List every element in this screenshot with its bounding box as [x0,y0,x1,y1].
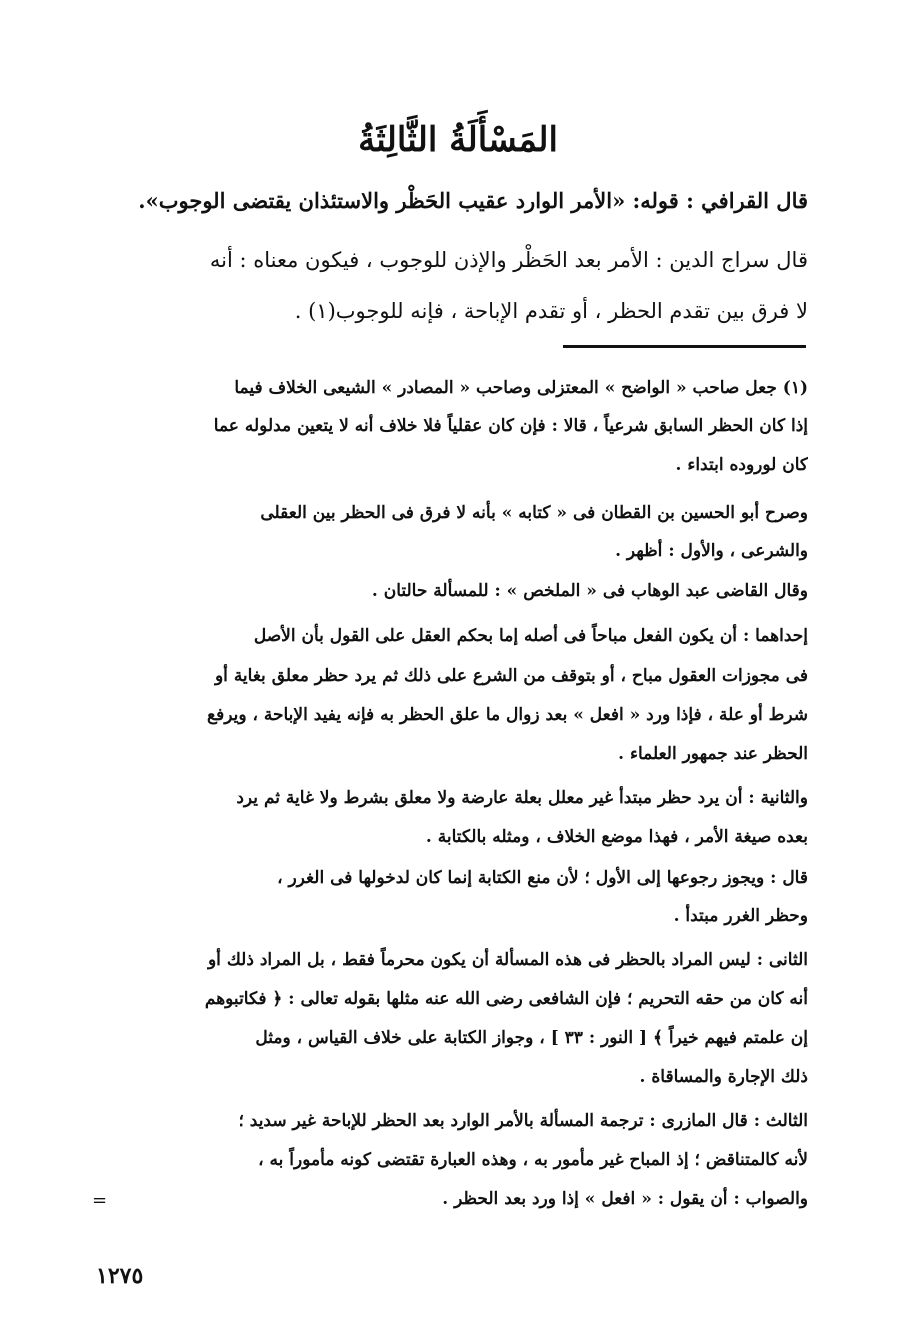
footnote-line: ذلك الإجارة والمساقاة . [639,1067,808,1087]
footnote-line: لأنه كالمتناقض ؛ إذ المباح غير مأمور به ، وهذه العبارة تقتضى كونه مأموراً به ، [258,1150,808,1170]
footnote-line: أنه كان من حقه التحريم ؛ فإن الشافعى رضى الله عنه مثلها بقوله تعالى : ﴿ فكاتبوهم [204,989,808,1009]
footnote-line: الثانى : ليس المراد بالحظر فى هذه المسألة أن يكون محرماً فقط ، بل المراد ذلك أو [207,950,808,970]
footnote-line: قال : ويجوز رجوعها إلى الأول ؛ لأن منع الكتابة إنما كان لدخولها فى الغرر ، [277,868,808,888]
siraj-line-1: قال سراج الدين : الأمر بعد الحَظْر والإذن للوجوب ، فيكون معناه : أنه [209,248,808,272]
footnote-line: فى مجوزات العقول مباح ، أو بتوقف من الشرع على ذلك ثم يرد حظر معلق بغاية أو [214,666,808,686]
footnote-line: الثالث : قال المازرى : ترجمة المسألة بالأمر الوارد بعد الحظر للإباحة غير سديد ؛ [238,1111,808,1131]
footnote-line: وقال القاضى عبد الوهاب فى « الملخص » : للمسألة حالتان . [371,581,808,601]
footnote-line: شرط أو علة ، فإذا ورد « افعل » بعد زوال ما علق الحظر به فإنه يفيد الإباحة ، ويرفع [207,705,808,725]
footnote-line: والشرعى ، والأول : أظهر . [615,541,808,561]
page-number: ١٢٧٥ [96,1263,144,1289]
footnote-line: بعده صيغة الأمر ، فهذا موضع الخلاف ، ومثله بالكتابة . [425,827,808,847]
footnote-line: الحظر عند جمهور العلماء . [618,744,808,764]
footnote-line: (١) جعل صاحب « الواضح » المعتزلى وصاحب « المصادر » الشيعى الخلاف فيما [234,378,808,398]
footnote-line: كان لوروده ابتداء . [675,455,808,475]
footnote-line: إذا كان الحظر السابق شرعياً ، قالا : فإن كان عقلياً فلا خلاف أنه لا يتعين مدلوله عما [213,416,808,436]
footnote-line: إن علمتم فيهم خيراً ﴾ [ النور : ٣٣ ] ، وجواز الكتابة على خلاف القياس ، ومثل [255,1028,808,1048]
page-title: المَسْأَلَةُ الثَّالِثَةُ [358,120,558,160]
siraj-line-2: لا فرق بين تقدم الحظر ، أو تقدم الإباحة ، فإنه للوجوب(١) . [294,299,808,323]
continuation-mark: = [92,1190,108,1211]
quote-line: قال القرافي : قوله: «الأمر الوارد عقيب الحَظْر والاستئذان يقتضى الوجوب». [138,188,808,213]
footnote-line: وحظر الغرر مبتدأ . [673,906,808,926]
footnote-line: وصرح أبو الحسين بن القطان فى « كتابه » بأنه لا فرق فى الحظر بين العقلى [260,503,808,523]
footnote-line: والصواب : أن يقول : « افعل » إذا ورد بعد الحظر . [442,1189,808,1209]
footnote-separator [563,345,806,348]
footnote-line: والثانية : أن يرد حظر مبتدأ غير معلل بعلة عارضة ولا معلق بشرط ولا غاية ثم يرد [236,788,808,808]
footnote-line: إحداهما : أن يكون الفعل مباحاً فى أصله إما بحكم العقل على القول بأن الأصل [253,626,808,646]
